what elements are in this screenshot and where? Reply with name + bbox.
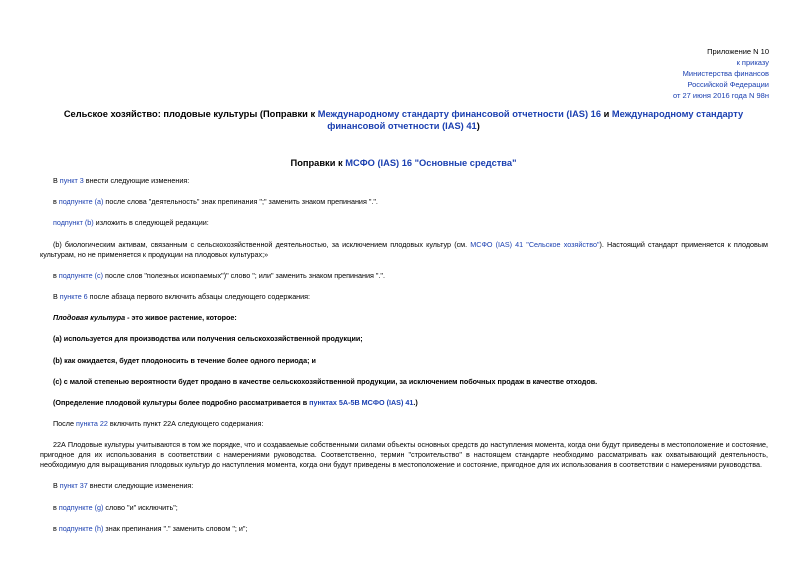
order-link[interactable]: к приказу [736,58,769,67]
points-5a-5b-link[interactable]: пунктах 5А-5В МСФО (IAS) 41 [309,397,414,407]
document-title [40,108,767,132]
paragraph: После пункта 22 включить пункт 22А следующего содержания: [53,419,264,429]
paragraph: в подпункте (с) после слов "полезных ископаемых")" слово "; или" заменить знаком препинания ".". [53,270,385,280]
definition-item: (с) с малой степенью вероятности будет продано в качестве сельскохозяйственной продукции, за исключением побочных продаж в качестве отходов. [53,376,598,386]
subpoint-h-link[interactable]: подпункте (h) [58,523,104,533]
paragraph: подпункт (b) изложить в следующей редакции: [53,218,209,228]
ministry-link[interactable]: Министерства финансов [682,69,769,78]
defined-term: Плодовая культура [53,313,126,323]
appendix-header [673,46,769,101]
title-text: Сельское хозяйство: плодовые культуры (Поправки к [63,109,318,119]
ias41-agriculture-link[interactable]: МСФО (IAS) 41 "Сельское хозяйство" [470,239,600,249]
subpoint-c-link[interactable]: подпункте (с) [58,270,104,280]
paragraph: в подпункте (а) после слова "деятельность" знак препинания ";" заменить знаком препинания ".". [53,197,378,207]
appendix-number: Приложение N 10 [707,47,769,56]
paragraph: В пункт 37 внести следующие изменения: [53,481,194,491]
point-6-link[interactable]: пункте 6 [59,291,88,301]
paragraph: В пункт 3 внести следующие изменения: [53,176,190,185]
point-22-link[interactable]: пункта 22 [75,419,108,429]
subpoint-a-link[interactable]: подпункте (а) [58,197,104,207]
subpoint-g-link[interactable]: подпункте (g) [58,502,104,512]
ias41-link[interactable]: Международному стандарту финансовой отчетности (IAS) 41 [327,109,744,131]
definition-note: (Определение плодовой культуры более подробно рассматривается в пунктах 5А-5В МСФО (IAS) 41.) [53,397,418,407]
federation-link[interactable]: Российской Федерации [687,80,769,89]
paragraph: в подпункте (h) знак препинания "." заменить словом "; и"; [53,523,248,533]
point-37-link[interactable]: пункт 37 [59,481,88,491]
heading-text: Поправки к [290,158,346,168]
paragraph: (b) биологическим активам, связанным с сельскохозяйственной деятельностью, за исключением плодовых культур (см. МСФО (IAS) 41 "Сельское хозяйство"). Настоящий стандарт применяется к плодовым культурам, но не применяется к продукции на плодовых культурах;» [40,239,768,259]
title-text: ) [476,121,480,131]
ias16-heading-link[interactable]: МСФО (IAS) 16 "Основные средства" [345,158,517,168]
subpoint-b-link[interactable]: подпункт (b) [53,218,94,228]
order-date-link[interactable]: от 27 июня 2016 года N 98н [672,91,769,100]
section-heading [40,158,767,168]
document-body [40,176,768,545]
definition-item: (а) используется для производства или получения сельскохозяйственной продукции; [53,334,363,344]
definition-item: (b) как ожидается, будет плодоносить в течение более одного периода; и [53,355,316,365]
ias16-link[interactable]: Международному стандарту финансовой отчетности (IAS) 16 [317,109,602,119]
paragraph: в подпункте (g) слово "и" исключить"; [53,502,178,512]
definition-paragraph: Плодовая культура - это живое растение, которое: [53,313,237,323]
point-3-link[interactable]: пункт 3 [59,176,84,185]
paragraph-22a: 22А Плодовые культуры учитываются в том же порядке, что и создаваемые собственными силами объекты основных средств до наступления момента, когда они будут приведены в местоположение и состояние, пригодное для их использования в соответствии с намерениями руководства. Соответственно, термин "строительство" в настоящем стандарте необходимо рассматривать как охватывающий деятельность, необходимую для выращивания плодовых культур до наступления момента, когда они будут приведены в местоположение и состояние, пригодное для их использования в соответствии с намерениями руководства. [40,440,768,470]
title-text: и [601,109,612,119]
paragraph: В пункте 6 после абзаца первого включить абзацы следующего содержания: [53,291,311,301]
